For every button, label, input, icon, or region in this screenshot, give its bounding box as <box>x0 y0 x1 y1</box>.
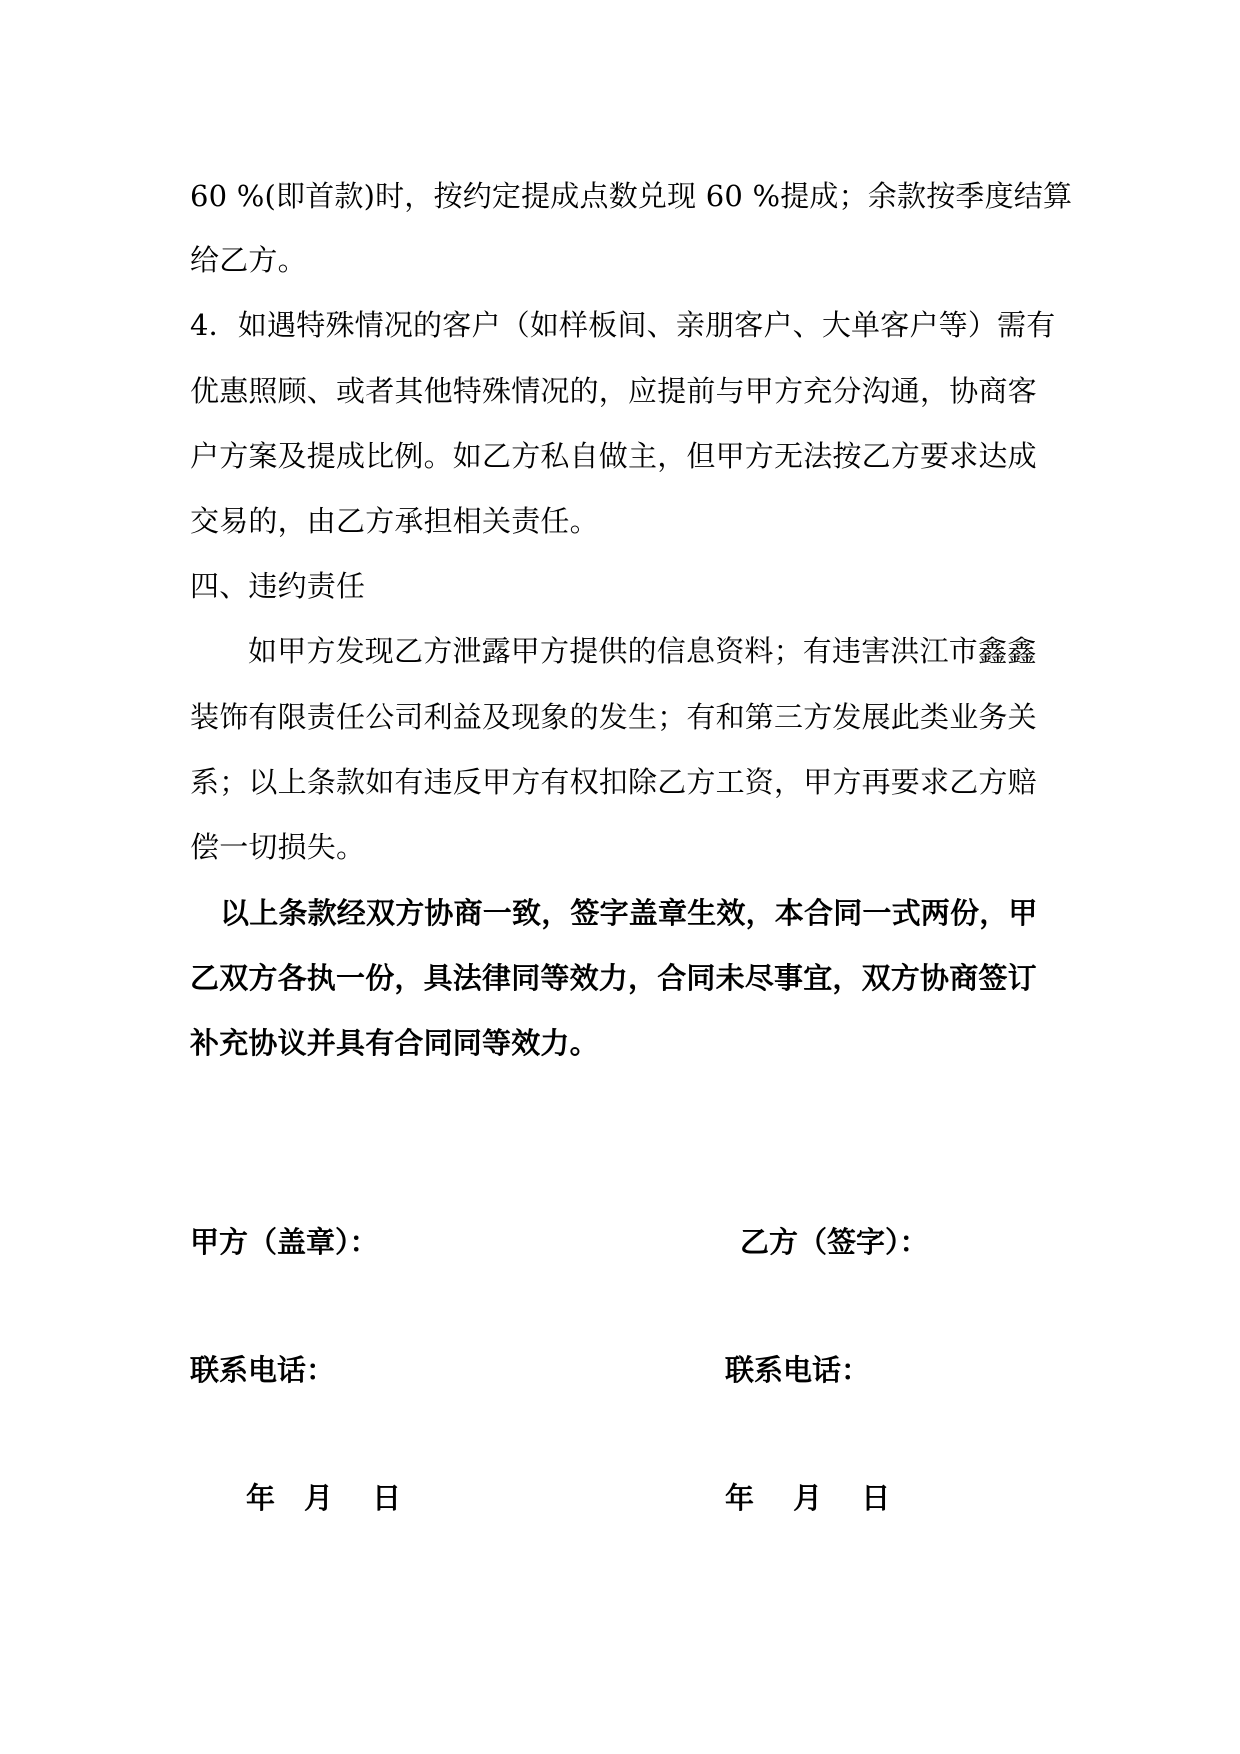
breach-line-3: 系；以上条款如有违反甲方有权扣除乙方工资，甲方再要求乙方赔 <box>190 765 1037 799</box>
closing-line-1: 以上条款经双方协商一致，签字盖章生效，本合同一式两份，甲 <box>220 896 1038 930</box>
section-heading-breach: 四、违约责任 <box>190 569 366 603</box>
clause4-line-4: 交易的，由乙方承担相关责任。 <box>190 504 599 538</box>
breach-line-2: 装饰有限责任公司利益及现象的发生；有和第三方发展此类业务关 <box>190 700 1037 734</box>
closing-line-3: 补充协议并具有合同同等效力。 <box>190 1026 599 1060</box>
party-a-phone-label: 联系电话： <box>190 1353 336 1387</box>
party-a-seal-label: 甲方（盖章）： <box>190 1225 379 1259</box>
party-b-date: 年 月 日 <box>725 1481 891 1515</box>
party-a-date: 年 月 日 <box>246 1481 402 1515</box>
clause3-line-1: 60 %(即首款)时，按约定提成点数兑现 60 %提成；余款按季度结算 <box>190 179 1073 213</box>
breach-line-1: 如甲方发现乙方泄露甲方提供的信息资料；有违害洪江市鑫鑫 <box>248 634 1037 668</box>
party-b-sign-label: 乙方（签字）： <box>740 1225 929 1259</box>
clause3-line-2: 给乙方。 <box>190 243 307 277</box>
breach-line-4: 偿一切损失。 <box>190 830 366 864</box>
clause4-line-2: 优惠照顾、或者其他特殊情况的，应提前与甲方充分沟通，协商客 <box>190 374 1037 408</box>
party-b-phone-label: 联系电话： <box>725 1353 871 1387</box>
closing-line-2: 乙双方各执一份，具法律同等效力，合同未尽事宜，双方协商签订 <box>190 961 1037 995</box>
clause4-line-3: 户方案及提成比例。如乙方私自做主，但甲方无法按乙方要求达成 <box>190 439 1037 473</box>
clause4-line-1: 4．如遇特殊情况的客户（如样板间、亲朋客户、大单客户等）需有 <box>190 308 1056 342</box>
